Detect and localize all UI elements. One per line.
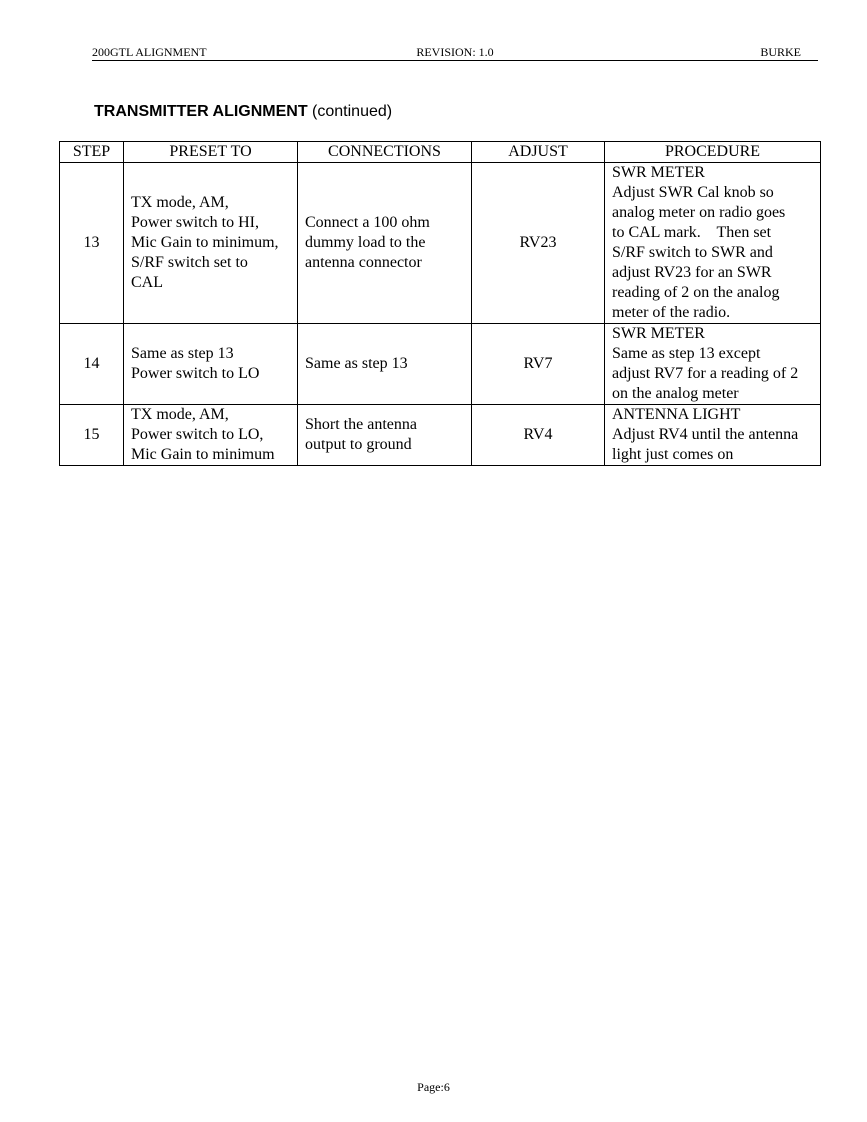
alignment-table (59, 141, 821, 466)
header-revision: REVISION: 1.0 (416, 45, 494, 59)
preset-line: CAL (131, 274, 163, 291)
section-title-suffix: (continued) (307, 103, 393, 120)
header-author: BURKE (760, 45, 801, 59)
preset-line: Power switch to HI, (131, 214, 259, 231)
connections-cell (298, 405, 472, 466)
connections-line: dummy load to the (305, 234, 426, 251)
page-header (92, 44, 818, 61)
preset-line: Mic Gain to minimum (131, 446, 275, 463)
procedure-line: S/RF switch to SWR and (612, 244, 773, 261)
preset-line: Same as step 13 (131, 345, 234, 362)
step-cell: 14 (60, 324, 124, 405)
connections-line: Short the antenna (305, 416, 417, 433)
procedure-line: reading of 2 on the analog (612, 284, 780, 301)
procedure-line: Adjust SWR Cal knob so (612, 184, 774, 201)
preset-cell (124, 324, 298, 405)
section-title (94, 101, 392, 123)
procedure-line: SWR METER (612, 325, 705, 342)
table-header-row (60, 142, 821, 163)
header-preset: PRESET TO (124, 142, 298, 163)
adjust-cell: RV23 (472, 163, 605, 324)
table-row (60, 405, 821, 466)
preset-line: Power switch to LO, (131, 426, 264, 443)
procedure-line: analog meter on radio goes (612, 204, 786, 221)
preset-line: S/RF switch set to (131, 254, 248, 271)
header-doc-title: 200GTL ALIGNMENT (92, 45, 207, 59)
table-row (60, 163, 821, 324)
preset-line: TX mode, AM, (131, 194, 229, 211)
preset-line: TX mode, AM, (131, 406, 229, 423)
procedure-line: light just comes on (612, 446, 734, 463)
procedure-line: adjust RV23 for an SWR (612, 264, 772, 281)
header-step: STEP (60, 142, 124, 163)
page-number: Page:6 (417, 1080, 450, 1094)
connections-line: output to ground (305, 436, 412, 453)
connections-cell (298, 163, 472, 324)
header-procedure: PROCEDURE (605, 142, 821, 163)
adjust-cell: RV7 (472, 324, 605, 405)
section-title-main: TRANSMITTER ALIGNMENT (94, 103, 308, 120)
procedure-line: adjust RV7 for a reading of 2 (612, 365, 799, 382)
table-row (60, 324, 821, 405)
step-cell: 13 (60, 163, 124, 324)
procedure-line: on the analog meter (612, 385, 739, 402)
adjust-cell: RV4 (472, 405, 605, 466)
procedure-cell (605, 405, 821, 466)
procedure-cell (605, 163, 821, 324)
preset-line: Power switch to LO (131, 365, 260, 382)
procedure-cell (605, 324, 821, 405)
step-cell: 15 (60, 405, 124, 466)
procedure-line: meter of the radio. (612, 304, 731, 321)
connections-line: antenna connector (305, 254, 422, 271)
procedure-line: Adjust RV4 until the antenna (612, 426, 799, 443)
procedure-line: to CAL mark. Then set (612, 224, 772, 241)
procedure-line: Same as step 13 except (612, 345, 761, 362)
connections-cell (298, 324, 472, 405)
procedure-line: ANTENNA LIGHT (612, 406, 741, 423)
preset-cell (124, 405, 298, 466)
connections-line: Connect a 100 ohm (305, 214, 430, 231)
header-connections: CONNECTIONS (298, 142, 472, 163)
preset-cell (124, 163, 298, 324)
procedure-line: SWR METER (612, 164, 705, 181)
connections-line: Same as step 13 (305, 355, 408, 372)
header-adjust: ADJUST (472, 142, 605, 163)
preset-line: Mic Gain to minimum, (131, 234, 279, 251)
